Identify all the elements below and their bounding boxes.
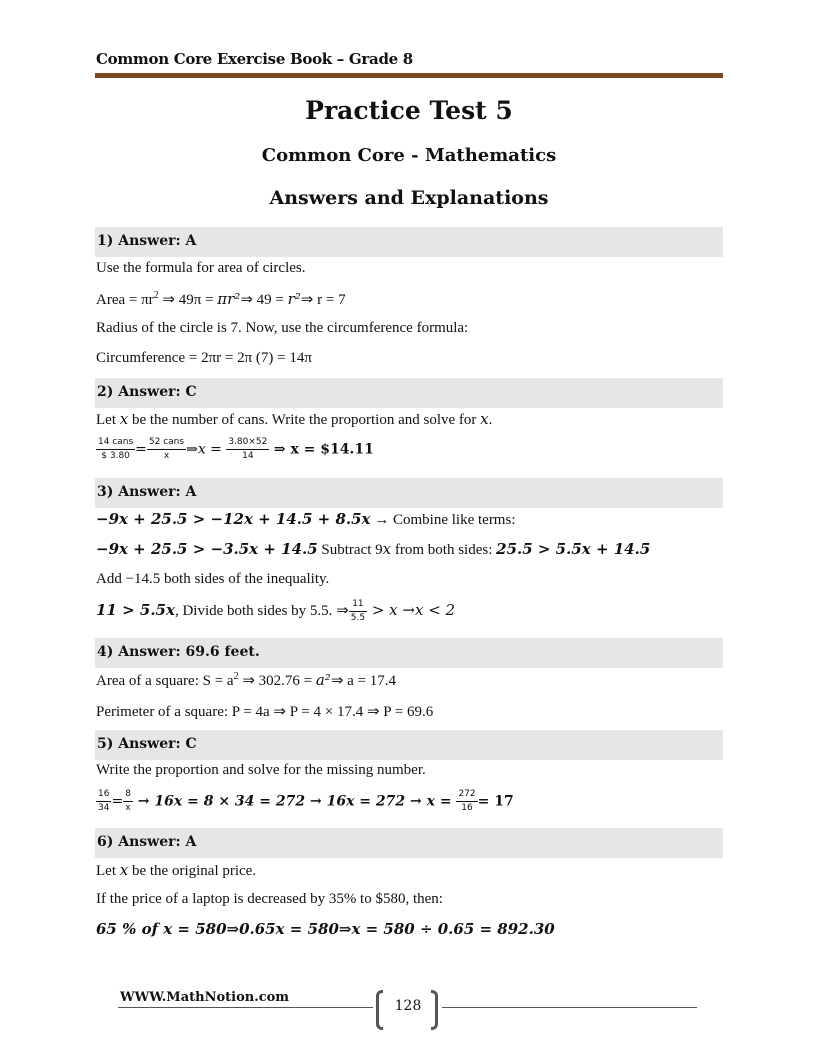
- q2-eq: =: [135, 441, 147, 458]
- answer-label-5: 5) Answer: C: [97, 736, 197, 752]
- q2-frac-3-den: 14: [242, 451, 254, 461]
- q3-frac-num: 11: [349, 600, 367, 612]
- q3-frac-den: 5.5: [350, 613, 366, 623]
- q4-arrow: ⇒ 302.76 =: [238, 673, 316, 689]
- q2-frac-1-num: 14 cans: [96, 438, 135, 450]
- q3-x: x: [382, 540, 392, 558]
- q6-text: be the original price.: [128, 863, 257, 879]
- q1-exp: 2: [153, 290, 159, 301]
- q5-frac-1-den: 34: [98, 803, 110, 813]
- answer-label-3: 3) Answer: A: [97, 484, 197, 500]
- answer-band-4: [95, 638, 723, 668]
- q6-equation: 65 % of x = 580⇒0.65x = 580⇒x = 580 ÷ 0.65 = 892.30: [96, 920, 555, 938]
- q5-line-2: [96, 790, 514, 813]
- q3-ineq-3: 25.5 > 5.5x + 14.5: [496, 540, 651, 558]
- q3-line-2: [96, 540, 650, 559]
- q1-line-2: [96, 290, 346, 309]
- page-title: Practice Test 5: [305, 96, 513, 125]
- q6-line-2: If the price of a laptop is decreased by 35% to $580, then:: [96, 891, 443, 907]
- page-number: 128: [394, 998, 422, 1014]
- q3-line-4: [96, 600, 455, 623]
- q5-frac-3: [456, 790, 477, 813]
- q2-frac-2-num: 52 cans: [147, 438, 186, 450]
- q2-x: x: [119, 410, 129, 428]
- q5-end: = 17: [477, 793, 514, 810]
- q1-line-1: Use the formula for area of circles.: [96, 260, 306, 276]
- q3-result: > x →x < 2: [367, 600, 456, 619]
- footer-website: WWW.MathNotion.com: [120, 990, 290, 1005]
- q5-mid: → 16x = 8 × 34 = 272 → 16x = 272 → x =: [132, 793, 457, 810]
- q6-line-3: [96, 920, 555, 939]
- q4-result: ⇒ a = 17.4: [330, 673, 397, 689]
- q5-frac-3-den: 16: [461, 803, 473, 813]
- q2-line-2: [96, 438, 374, 461]
- q2-frac-2: [147, 438, 186, 461]
- section-title: Answers and Explanations: [269, 187, 549, 209]
- answer-band-5: [95, 730, 723, 760]
- q2-let: Let: [96, 412, 120, 428]
- q3-line-3: Add −14.5 both sides of the inequality.: [96, 571, 330, 587]
- q4-area-text: Area of a square: S = a: [96, 673, 234, 689]
- q2-frac-3-num: 3.80×52: [226, 438, 269, 450]
- q1-line-4: Circumference = 2πr = 2π (7) = 14π: [96, 350, 312, 366]
- q5-eq: =: [111, 793, 124, 810]
- q1-pir2: πr²: [217, 290, 241, 308]
- q3-frac: [349, 600, 367, 623]
- q1-r2: r²: [287, 290, 301, 308]
- q6-let: Let: [96, 863, 120, 879]
- q4-a2: a²: [315, 671, 331, 689]
- q3-divide: , Divide both sides by 5.5. ⇒: [174, 602, 349, 619]
- q5-frac-2: [123, 790, 133, 813]
- q3-ineq-4: 11 > 5.5x: [96, 600, 175, 619]
- q3-ineq-2: −9x + 25.5 > −3.5x + 14.5: [96, 540, 318, 558]
- header-rule: [95, 73, 723, 78]
- q2-x2: x: [480, 410, 489, 428]
- q2-text: be the number of cans. Write the proportion and solve for: [128, 412, 481, 428]
- q1-area-text: Area = πr: [96, 292, 154, 308]
- q2-line-1: [96, 410, 492, 429]
- q4-line-1: [96, 671, 396, 690]
- q3-line-1: [96, 510, 515, 529]
- q5-frac-1-num: 16: [96, 790, 111, 802]
- q5-line-1: Write the proportion and solve for the missing number.: [96, 762, 426, 778]
- q5-frac-2-den: x: [125, 803, 131, 813]
- q1-eq49: ⇒ 49 =: [240, 292, 288, 308]
- q2-frac-1: [96, 438, 135, 461]
- q1-arrow: ⇒ 49π =: [158, 292, 218, 308]
- q4-line-2: Perimeter of a square: P = 4a ⇒ P = 4 × 17.4 ⇒ P = 69.6: [96, 704, 434, 720]
- q2-frac-1-den: $ 3.80: [101, 451, 130, 461]
- q2-result: ⇒ x = $14.11: [273, 441, 374, 458]
- answer-band-2: [95, 378, 723, 408]
- q2-arrow: ⇒: [186, 441, 198, 458]
- footer-rule-right: [442, 1007, 697, 1008]
- q3-from: from both sides:: [391, 542, 497, 558]
- footer-rule-left: [118, 1007, 373, 1008]
- answer-label-1: 1) Answer: A: [97, 233, 197, 249]
- q3-combine: → Combine like terms:: [370, 512, 516, 528]
- q2-period: .: [488, 412, 493, 428]
- q2-xeq: x =: [197, 441, 222, 458]
- answer-band-3: [95, 478, 723, 508]
- answer-label-4: 4) Answer: 69.6 feet.: [97, 644, 260, 660]
- q2-frac-2-den: x: [163, 451, 170, 461]
- q1-r7: ⇒ r = 7: [300, 292, 346, 308]
- q3-subtract: Subtract 9: [317, 542, 383, 558]
- page-subtitle: Common Core - Mathematics: [261, 145, 557, 166]
- book-title: Common Core Exercise Book – Grade 8: [96, 50, 413, 68]
- q4-exp: 2: [233, 671, 239, 682]
- q1-line-3: Radius of the circle is 7. Now, use the circumference formula:: [96, 320, 469, 336]
- answer-label-2: 2) Answer: C: [97, 384, 197, 400]
- q5-frac-1: [96, 790, 111, 813]
- answer-label-6: 6) Answer: A: [97, 834, 197, 850]
- answer-band-6: [95, 828, 723, 858]
- q6-x: x: [119, 861, 129, 879]
- q5-frac-3-num: 272: [456, 790, 477, 802]
- answer-band-1: [95, 227, 723, 257]
- q3-ineq-1: −9x + 25.5 > −12x + 14.5 + 8.5x: [96, 510, 371, 528]
- q2-frac-3: [226, 438, 269, 461]
- q6-line-1: [96, 861, 256, 880]
- q5-frac-2-num: 8: [123, 790, 133, 802]
- page-number-bracket-left: [376, 990, 383, 1030]
